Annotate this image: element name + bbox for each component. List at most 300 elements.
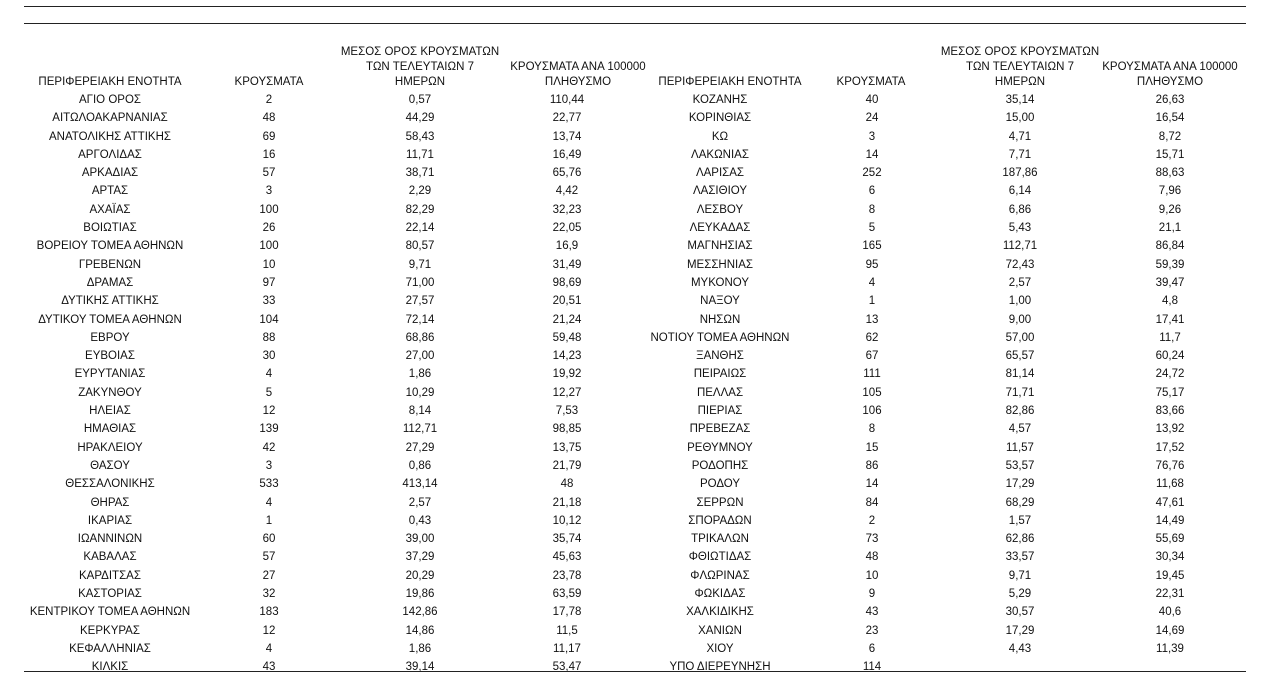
right-cell-avg7: 5,43: [1008, 222, 1032, 235]
right-cell-region: ΧΙΟΥ: [706, 642, 734, 655]
right-cell-cases: 95: [865, 258, 879, 271]
right-cell-cases: 14: [865, 148, 879, 161]
table-row: [24, 384, 1246, 402]
left-cell-avg7: 58,43: [405, 130, 435, 143]
right-cell-region: ΠΕΛΛΑΣ: [696, 386, 744, 399]
right-cell-per100k: 15,71: [1155, 148, 1185, 161]
left-cell-avg7: 0,86: [408, 459, 432, 472]
left-cell-region: ΑΙΤΩΛΟΑΚΑΡΝΑΝΙΑΣ: [52, 112, 168, 125]
left-cell-cases: 12: [262, 624, 276, 637]
right-cell-per100k: 11,7: [1159, 331, 1181, 344]
left-cell-avg7: 39,00: [405, 533, 435, 546]
right-cell-region: ΡΟΔΟΥ: [699, 478, 741, 491]
right-cell-region: ΦΩΚΙΔΑΣ: [694, 588, 746, 601]
left-cell-avg7: 39,14: [405, 661, 435, 674]
left-header-per100k-line2: ΠΛΗΘΥΣΜΟ: [544, 76, 612, 88]
table-row: [24, 274, 1246, 292]
left-cell-region: ΘΑΣΟΥ: [90, 459, 130, 472]
right-cell-cases: 6: [868, 185, 876, 198]
left-cell-per100k: 21,18: [552, 496, 582, 509]
left-cell-per100k: 13,74: [552, 130, 582, 143]
right-cell-avg7: 17,29: [1005, 478, 1035, 491]
left-cell-per100k: 11,5: [556, 624, 578, 637]
left-cell-region: ΙΩΑΝΝΙΝΩΝ: [77, 533, 143, 546]
right-cell-per100k: 4,8: [1162, 295, 1178, 308]
right-cell-per100k: 26,63: [1155, 94, 1185, 106]
left-cell-cases: 69: [262, 130, 276, 143]
right-cell-per100k: 60,24: [1155, 350, 1185, 363]
right-cell-avg7: 4,57: [1008, 423, 1032, 436]
left-cell-avg7: 14,86: [405, 624, 435, 637]
right-cell-per100k: 22,31: [1155, 588, 1185, 601]
table-row: [24, 420, 1246, 438]
right-cell-cases: 73: [865, 533, 879, 546]
right-cell-avg7: 62,86: [1005, 533, 1035, 546]
left-cell-cases: 3: [265, 185, 273, 198]
right-cell-avg7: 5,29: [1008, 588, 1032, 601]
left-cell-region: ΚΑΡΔΙΤΣΑΣ: [79, 569, 141, 582]
left-cell-cases: 1: [265, 514, 273, 527]
left-cell-avg7: 0,43: [408, 514, 432, 527]
left-cell-per100k: 7,53: [555, 405, 579, 418]
left-cell-region: ΚΕΦΑΛΛΗΝΙΑΣ: [69, 642, 151, 655]
left-cell-avg7: 72,14: [405, 313, 435, 326]
left-cell-per100k: 11,17: [553, 642, 581, 655]
left-cell-avg7: 2,57: [408, 496, 432, 509]
right-cell-cases: 15: [865, 441, 879, 454]
right-cell-per100k: 14,49: [1155, 514, 1185, 527]
left-cell-per100k: 63,59: [552, 588, 582, 601]
right-cell-per100k: 11,68: [1156, 478, 1184, 491]
right-cell-region: ΜΥΚΟΝΟΥ: [690, 276, 750, 289]
left-cell-per100k: 16,49: [552, 148, 582, 161]
right-cell-avg7: 53,57: [1005, 459, 1035, 472]
right-cell-region: ΜΑΓΝΗΣΙΑΣ: [687, 240, 753, 253]
left-cell-cases: 3: [265, 459, 273, 472]
right-cell-avg7: 15,00: [1005, 112, 1035, 125]
left-cell-avg7: 37,29: [405, 551, 435, 564]
left-cell-cases: 16: [262, 148, 276, 161]
left-cell-cases: 104: [259, 313, 279, 326]
left-cell-avg7: 44,29: [405, 112, 435, 125]
left-cell-per100k: 48: [560, 478, 574, 491]
left-cell-per100k: 98,69: [552, 276, 582, 289]
right-cell-region: ΛΑΣΙΘΙΟΥ: [692, 185, 748, 198]
right-cell-avg7: 1,00: [1008, 295, 1032, 308]
right-cell-per100k: 13,92: [1155, 423, 1185, 436]
right-cell-region: ΦΘΙΩΤΙΔΑΣ: [688, 551, 752, 564]
right-header-cases: ΚΡΟΥΣΜΑΤΑ: [836, 76, 906, 88]
table-row: [24, 91, 1246, 109]
right-cell-region: ΛΕΣΒΟΥ: [696, 203, 744, 216]
left-cell-region: ΑΡΚΑΔΙΑΣ: [81, 167, 139, 180]
left-cell-per100k: 59,48: [552, 331, 582, 344]
right-cell-cases: 40: [865, 94, 879, 106]
right-cell-avg7: 33,57: [1005, 551, 1035, 564]
right-cell-per100k: 47,61: [1155, 496, 1185, 509]
right-cell-region: ΝΟΤΙΟΥ ΤΟΜΕΑ ΑΘΗΝΩΝ: [650, 331, 790, 344]
left-cell-region: ΚΕΡΚΥΡΑΣ: [80, 624, 140, 637]
right-cell-avg7: 68,29: [1005, 496, 1035, 509]
left-cell-avg7: 8,14: [408, 405, 432, 418]
left-cell-region: ΔΡΑΜΑΣ: [86, 276, 134, 289]
right-cell-per100k: 83,66: [1155, 405, 1185, 418]
left-cell-region: ΑΓΙΟ ΟΡΟΣ: [78, 94, 141, 106]
left-cell-per100k: 4,42: [555, 185, 579, 198]
left-cell-per100k: 14,23: [552, 350, 582, 363]
left-cell-avg7: 142,86: [402, 606, 438, 619]
left-cell-region: ΔΥΤΙΚΟΥ ΤΟΜΕΑ ΑΘΗΝΩΝ: [38, 313, 182, 326]
table-row: [24, 128, 1246, 146]
table-row: [24, 603, 1246, 621]
table-row: [24, 292, 1246, 310]
right-cell-avg7: 9,00: [1008, 313, 1032, 326]
right-cell-region: ΛΑΡΙΣΑΣ: [695, 167, 745, 180]
left-cell-avg7: 1,86: [408, 368, 432, 381]
right-cell-avg7: 1,57: [1008, 514, 1032, 527]
right-cell-per100k: 59,39: [1155, 258, 1185, 271]
table-row: [24, 494, 1246, 512]
left-cell-cases: 139: [259, 423, 279, 436]
right-cell-cases: 9: [868, 588, 876, 601]
left-cell-region: ΒΟΙΩΤΙΑΣ: [83, 222, 137, 235]
right-cell-cases: 48: [865, 551, 879, 564]
left-cell-per100k: 10,12: [552, 514, 582, 527]
left-cell-per100k: 13,75: [552, 441, 582, 454]
left-header-avg-line1: ΜΕΣΟΣ ΟΡΟΣ ΚΡΟΥΣΜΑΤΩΝ: [340, 46, 500, 58]
left-cell-cases: 4: [265, 496, 273, 509]
left-cell-region: ΕΥΒΟΙΑΣ: [85, 350, 135, 363]
right-cell-per100k: 17,52: [1155, 441, 1185, 454]
right-header-per100k-line1: ΚΡΟΥΣΜΑΤΑ ΑΝΑ 100000: [1102, 61, 1238, 73]
table-row: [24, 585, 1246, 603]
top-rule: [24, 6, 1246, 7]
right-cell-avg7: 82,86: [1005, 405, 1035, 418]
right-cell-region: ΧΑΝΙΩΝ: [698, 624, 742, 637]
right-cell-cases: 106: [862, 405, 882, 418]
right-cell-per100k: 21,1: [1158, 222, 1182, 235]
right-cell-region: ΦΛΩΡΙΝΑΣ: [690, 569, 750, 582]
left-cell-per100k: 110,44: [549, 94, 585, 106]
right-cell-cases: 5: [868, 222, 876, 235]
table-row: [24, 640, 1246, 658]
table-row: [24, 146, 1246, 164]
left-cell-cases: 2: [265, 94, 273, 106]
left-cell-cases: 33: [262, 295, 276, 308]
right-cell-avg7: 81,14: [1005, 368, 1035, 381]
left-cell-cases: 5: [265, 386, 273, 399]
right-cell-avg7: 187,86: [1002, 167, 1038, 180]
left-cell-avg7: 22,14: [405, 222, 435, 235]
left-cell-per100k: 32,23: [552, 203, 582, 216]
right-cell-cases: 84: [865, 496, 879, 509]
right-cell-avg7: 7,71: [1008, 148, 1032, 161]
table-row: [24, 219, 1246, 237]
left-cell-avg7: 68,86: [405, 331, 435, 344]
left-cell-region: ΑΡΓΟΛΙΔΑΣ: [78, 148, 142, 161]
left-cell-cases: 48: [262, 112, 276, 125]
left-cell-cases: 27: [262, 569, 276, 582]
right-cell-per100k: 8,72: [1158, 130, 1182, 143]
left-cell-avg7: 71,00: [405, 276, 435, 289]
right-cell-cases: 10: [865, 569, 879, 582]
right-cell-per100k: 86,84: [1155, 240, 1185, 253]
right-header-avg-line3: ΗΜΕΡΩΝ: [994, 76, 1046, 88]
right-cell-cases: 4: [868, 276, 876, 289]
left-cell-per100k: 21,24: [552, 313, 582, 326]
left-cell-region: ΚΑΣΤΟΡΙΑΣ: [78, 588, 142, 601]
left-cell-avg7: 9,71: [408, 258, 432, 271]
left-cell-avg7: 0,57: [408, 94, 432, 106]
right-cell-region: ΚΟΡΙΝΘΙΑΣ: [688, 112, 752, 125]
right-cell-avg7: 4,43: [1008, 642, 1032, 655]
table-row: [24, 311, 1246, 329]
right-cell-avg7: 35,14: [1005, 94, 1035, 106]
left-cell-avg7: 2,29: [408, 185, 432, 198]
right-cell-cases: 67: [865, 350, 879, 363]
left-cell-region: ΖΑΚΥΝΘΟΥ: [78, 386, 142, 399]
right-cell-per100k: 24,72: [1155, 368, 1185, 381]
right-cell-avg7: 9,71: [1008, 569, 1032, 582]
right-cell-cases: 8: [868, 423, 876, 436]
right-cell-cases: 14: [865, 478, 879, 491]
right-cell-cases: 43: [865, 606, 879, 619]
table-row: [24, 530, 1246, 548]
table-row: [24, 256, 1246, 274]
left-cell-avg7: 27,00: [405, 350, 435, 363]
left-cell-cases: 60: [262, 533, 276, 546]
right-cell-cases: 6: [868, 642, 876, 655]
left-header-avg: [330, 45, 510, 90]
right-cell-region: ΡΟΔΟΠΗΣ: [691, 459, 749, 472]
left-cell-avg7: 19,86: [405, 588, 435, 601]
left-header-avg-line2: ΤΩΝ ΤΕΛΕΥΤΑΙΩΝ 7: [366, 61, 474, 73]
left-cell-region: ΒΟΡΕΙΟΥ ΤΟΜΕΑ ΑΘΗΝΩΝ: [36, 240, 184, 253]
right-cell-avg7: 2,57: [1008, 276, 1032, 289]
table-row: [24, 457, 1246, 475]
left-cell-region: ΑΝΑΤΟΛΙΚΗΣ ΑΤΤΙΚΗΣ: [48, 130, 171, 143]
table-row: [24, 439, 1246, 457]
left-cell-avg7: 82,29: [405, 203, 435, 216]
right-cell-per100k: 14,69: [1155, 624, 1185, 637]
right-cell-region: ΠΙΕΡΙΑΣ: [697, 405, 743, 418]
left-cell-per100k: 12,27: [552, 386, 582, 399]
left-header-avg-line3: ΗΜΕΡΩΝ: [394, 76, 446, 88]
right-cell-cases: 62: [865, 331, 879, 344]
right-cell-cases: 86: [865, 459, 879, 472]
left-cell-cases: 57: [262, 167, 276, 180]
left-cell-region: ΘΕΣΣΑΛΟΝΙΚΗΣ: [65, 478, 155, 491]
left-cell-avg7: 112,71: [402, 423, 438, 436]
cases-table: [24, 91, 1246, 677]
table-row: [24, 182, 1246, 200]
table-row: [24, 658, 1246, 676]
left-cell-per100k: 53,47: [552, 661, 582, 674]
right-cell-avg7: 4,71: [1008, 130, 1032, 143]
right-cell-per100k: 11,39: [1156, 642, 1184, 655]
right-cell-region: ΥΠΟ ΔΙΕΡΕΥΝΗΣΗ: [669, 661, 771, 674]
left-cell-region: ΔΥΤΙΚΗΣ ΑΤΤΙΚΗΣ: [61, 295, 159, 308]
table-row: [24, 201, 1246, 219]
right-cell-per100k: 76,76: [1155, 459, 1185, 472]
table-row: [24, 567, 1246, 585]
left-cell-avg7: 10,29: [405, 386, 435, 399]
bottom-rule: [24, 671, 1246, 672]
table-row: [24, 237, 1246, 255]
right-cell-region: ΚΟΖΑΝΗΣ: [692, 94, 748, 106]
left-cell-region: ΗΛΕΙΑΣ: [89, 405, 131, 418]
right-header-per100k-line2: ΠΛΗΘΥΣΜΟ: [1136, 76, 1204, 88]
left-cell-cases: 42: [262, 441, 276, 454]
right-cell-avg7: 72,43: [1005, 258, 1035, 271]
left-cell-region: ΗΡΑΚΛΕΙΟΥ: [77, 441, 143, 454]
right-cell-avg7: 71,71: [1005, 386, 1035, 399]
right-cell-cases: 252: [862, 167, 882, 180]
right-cell-per100k: 9,26: [1158, 203, 1182, 216]
left-cell-region: ΚΙΛΚΙΣ: [91, 661, 129, 674]
left-cell-per100k: 20,51: [552, 295, 582, 308]
left-cell-per100k: 65,76: [552, 167, 582, 180]
left-cell-region: ΕΥΡΥΤΑΝΙΑΣ: [74, 368, 146, 381]
right-cell-cases: 105: [862, 386, 882, 399]
right-cell-avg7: 17,29: [1005, 624, 1035, 637]
left-header-region: ΠΕΡΙΦΕΡΕΙΑΚΗ ΕΝΟΤΗΤΑ: [38, 76, 182, 88]
left-cell-region: ΕΒΡΟΥ: [90, 331, 130, 344]
left-cell-cases: 100: [259, 240, 279, 253]
left-cell-cases: 12: [262, 405, 276, 418]
right-cell-per100k: 19,45: [1155, 569, 1185, 582]
right-cell-cases: 24: [865, 112, 879, 125]
right-cell-avg7: 65,57: [1005, 350, 1035, 363]
right-cell-region: ΤΡΙΚΑΛΩΝ: [691, 533, 749, 546]
left-cell-per100k: 19,92: [552, 368, 582, 381]
right-header-avg-line1: ΜΕΣΟΣ ΟΡΟΣ ΚΡΟΥΣΜΑΤΩΝ: [940, 46, 1100, 58]
right-cell-cases: 8: [868, 203, 876, 216]
left-cell-cases: 26: [262, 222, 276, 235]
right-cell-cases: 1: [868, 295, 876, 308]
right-cell-per100k: 88,63: [1155, 167, 1185, 180]
left-cell-region: ΑΧΑΪΑΣ: [89, 203, 131, 216]
table-row: [24, 109, 1246, 127]
left-cell-per100k: 17,78: [552, 606, 582, 619]
table-row: [24, 512, 1246, 530]
left-cell-cases: 32: [262, 588, 276, 601]
left-cell-cases: 97: [262, 276, 276, 289]
right-cell-per100k: 55,69: [1155, 533, 1185, 546]
right-cell-region: ΛΕΥΚΑΔΑΣ: [689, 222, 751, 235]
left-cell-region: ΚΑΒΑΛΑΣ: [83, 551, 137, 564]
left-cell-avg7: 27,29: [405, 441, 435, 454]
right-cell-avg7: 30,57: [1005, 606, 1035, 619]
right-cell-region: ΣΕΡΡΩΝ: [696, 496, 744, 509]
table-row: [24, 365, 1246, 383]
left-cell-cases: 88: [262, 331, 276, 344]
right-cell-per100k: 39,47: [1155, 276, 1185, 289]
left-cell-per100k: 16,9: [555, 240, 579, 253]
right-cell-cases: 165: [862, 240, 882, 253]
left-cell-per100k: 45,63: [552, 551, 582, 564]
right-cell-region: ΞΑΝΘΗΣ: [696, 350, 744, 363]
left-cell-cases: 183: [259, 606, 279, 619]
right-header-avg-line2: ΤΩΝ ΤΕΛΕΥΤΑΙΩΝ 7: [966, 61, 1074, 73]
right-cell-region: ΝΑΞΟΥ: [700, 295, 740, 308]
left-cell-cases: 4: [265, 368, 273, 381]
left-cell-cases: 43: [262, 661, 276, 674]
left-cell-per100k: 23,78: [552, 569, 582, 582]
left-header-cases: ΚΡΟΥΣΜΑΤΑ: [234, 76, 304, 88]
table-row: [24, 622, 1246, 640]
left-cell-per100k: 21,79: [552, 459, 582, 472]
left-cell-cases: 57: [262, 551, 276, 564]
right-cell-region: ΧΑΛΚΙΔΙΚΗΣ: [686, 606, 754, 619]
right-cell-cases: 2: [868, 514, 876, 527]
right-cell-per100k: 7,96: [1158, 185, 1182, 198]
left-cell-region: ΘΗΡΑΣ: [90, 496, 130, 509]
left-cell-region: ΑΡΤΑΣ: [91, 185, 129, 198]
left-cell-avg7: 38,71: [405, 167, 435, 180]
right-cell-avg7: 6,14: [1008, 185, 1032, 198]
right-cell-region: ΝΗΣΩΝ: [699, 313, 741, 326]
right-cell-region: ΣΠΟΡΑΔΩΝ: [688, 514, 752, 527]
left-cell-cases: 533: [259, 478, 279, 491]
right-cell-region: ΡΕΘΥΜΝΟΥ: [687, 441, 753, 454]
table-row: [24, 402, 1246, 420]
left-cell-region: ΚΕΝΤΡΙΚΟΥ ΤΟΜΕΑ ΑΘΗΝΩΝ: [29, 606, 191, 619]
right-cell-cases: 114: [862, 661, 882, 674]
right-cell-per100k: 75,17: [1155, 386, 1185, 399]
right-cell-region: ΠΡΕΒΕΖΑΣ: [689, 423, 751, 436]
right-cell-region: ΚΩ: [711, 130, 729, 143]
right-cell-region: ΛΑΚΩΝΙΑΣ: [691, 148, 749, 161]
table-row: [24, 329, 1246, 347]
left-cell-avg7: 27,57: [405, 295, 435, 308]
table-row: [24, 164, 1246, 182]
right-cell-avg7: 6,86: [1008, 203, 1032, 216]
right-cell-cases: 23: [865, 624, 879, 637]
left-cell-avg7: 11,71: [406, 148, 434, 161]
left-cell-avg7: 413,14: [402, 478, 438, 491]
table-row: [24, 475, 1246, 493]
right-header-region: ΠΕΡΙΦΕΡΕΙΑΚΗ ΕΝΟΤΗΤΑ: [658, 76, 802, 88]
right-cell-per100k: 40,6: [1158, 606, 1182, 619]
right-header-per100k: [1080, 60, 1260, 90]
right-cell-per100k: 16,54: [1155, 112, 1185, 125]
left-cell-cases: 4: [265, 642, 273, 655]
left-cell-region: ΗΜΑΘΙΑΣ: [83, 423, 137, 436]
table-row: [24, 548, 1246, 566]
left-cell-region: ΙΚΑΡΙΑΣ: [87, 514, 133, 527]
left-header-per100k-line1: ΚΡΟΥΣΜΑΤΑ ΑΝΑ 100000: [510, 61, 646, 73]
left-cell-per100k: 35,74: [552, 533, 582, 546]
right-cell-cases: 111: [863, 368, 881, 381]
right-cell-per100k: 30,34: [1155, 551, 1185, 564]
left-cell-per100k: 98,85: [552, 423, 582, 436]
right-cell-avg7: 57,00: [1005, 331, 1035, 344]
left-cell-per100k: 22,77: [552, 112, 582, 125]
left-cell-avg7: 80,57: [405, 240, 435, 253]
right-cell-region: ΠΕΙΡΑΙΩΣ: [693, 368, 747, 381]
left-cell-avg7: 1,86: [408, 642, 432, 655]
left-cell-per100k: 22,05: [552, 222, 582, 235]
right-cell-avg7: 11,57: [1006, 441, 1034, 454]
right-cell-region: ΜΕΣΣΗΝΙΑΣ: [686, 258, 754, 271]
left-cell-cases: 10: [262, 258, 276, 271]
right-cell-cases: 3: [868, 130, 876, 143]
left-cell-avg7: 20,29: [405, 569, 435, 582]
left-cell-cases: 30: [262, 350, 276, 363]
right-cell-per100k: 17,41: [1155, 313, 1185, 326]
left-cell-region: ΓΡΕΒΕΝΩΝ: [78, 258, 142, 271]
